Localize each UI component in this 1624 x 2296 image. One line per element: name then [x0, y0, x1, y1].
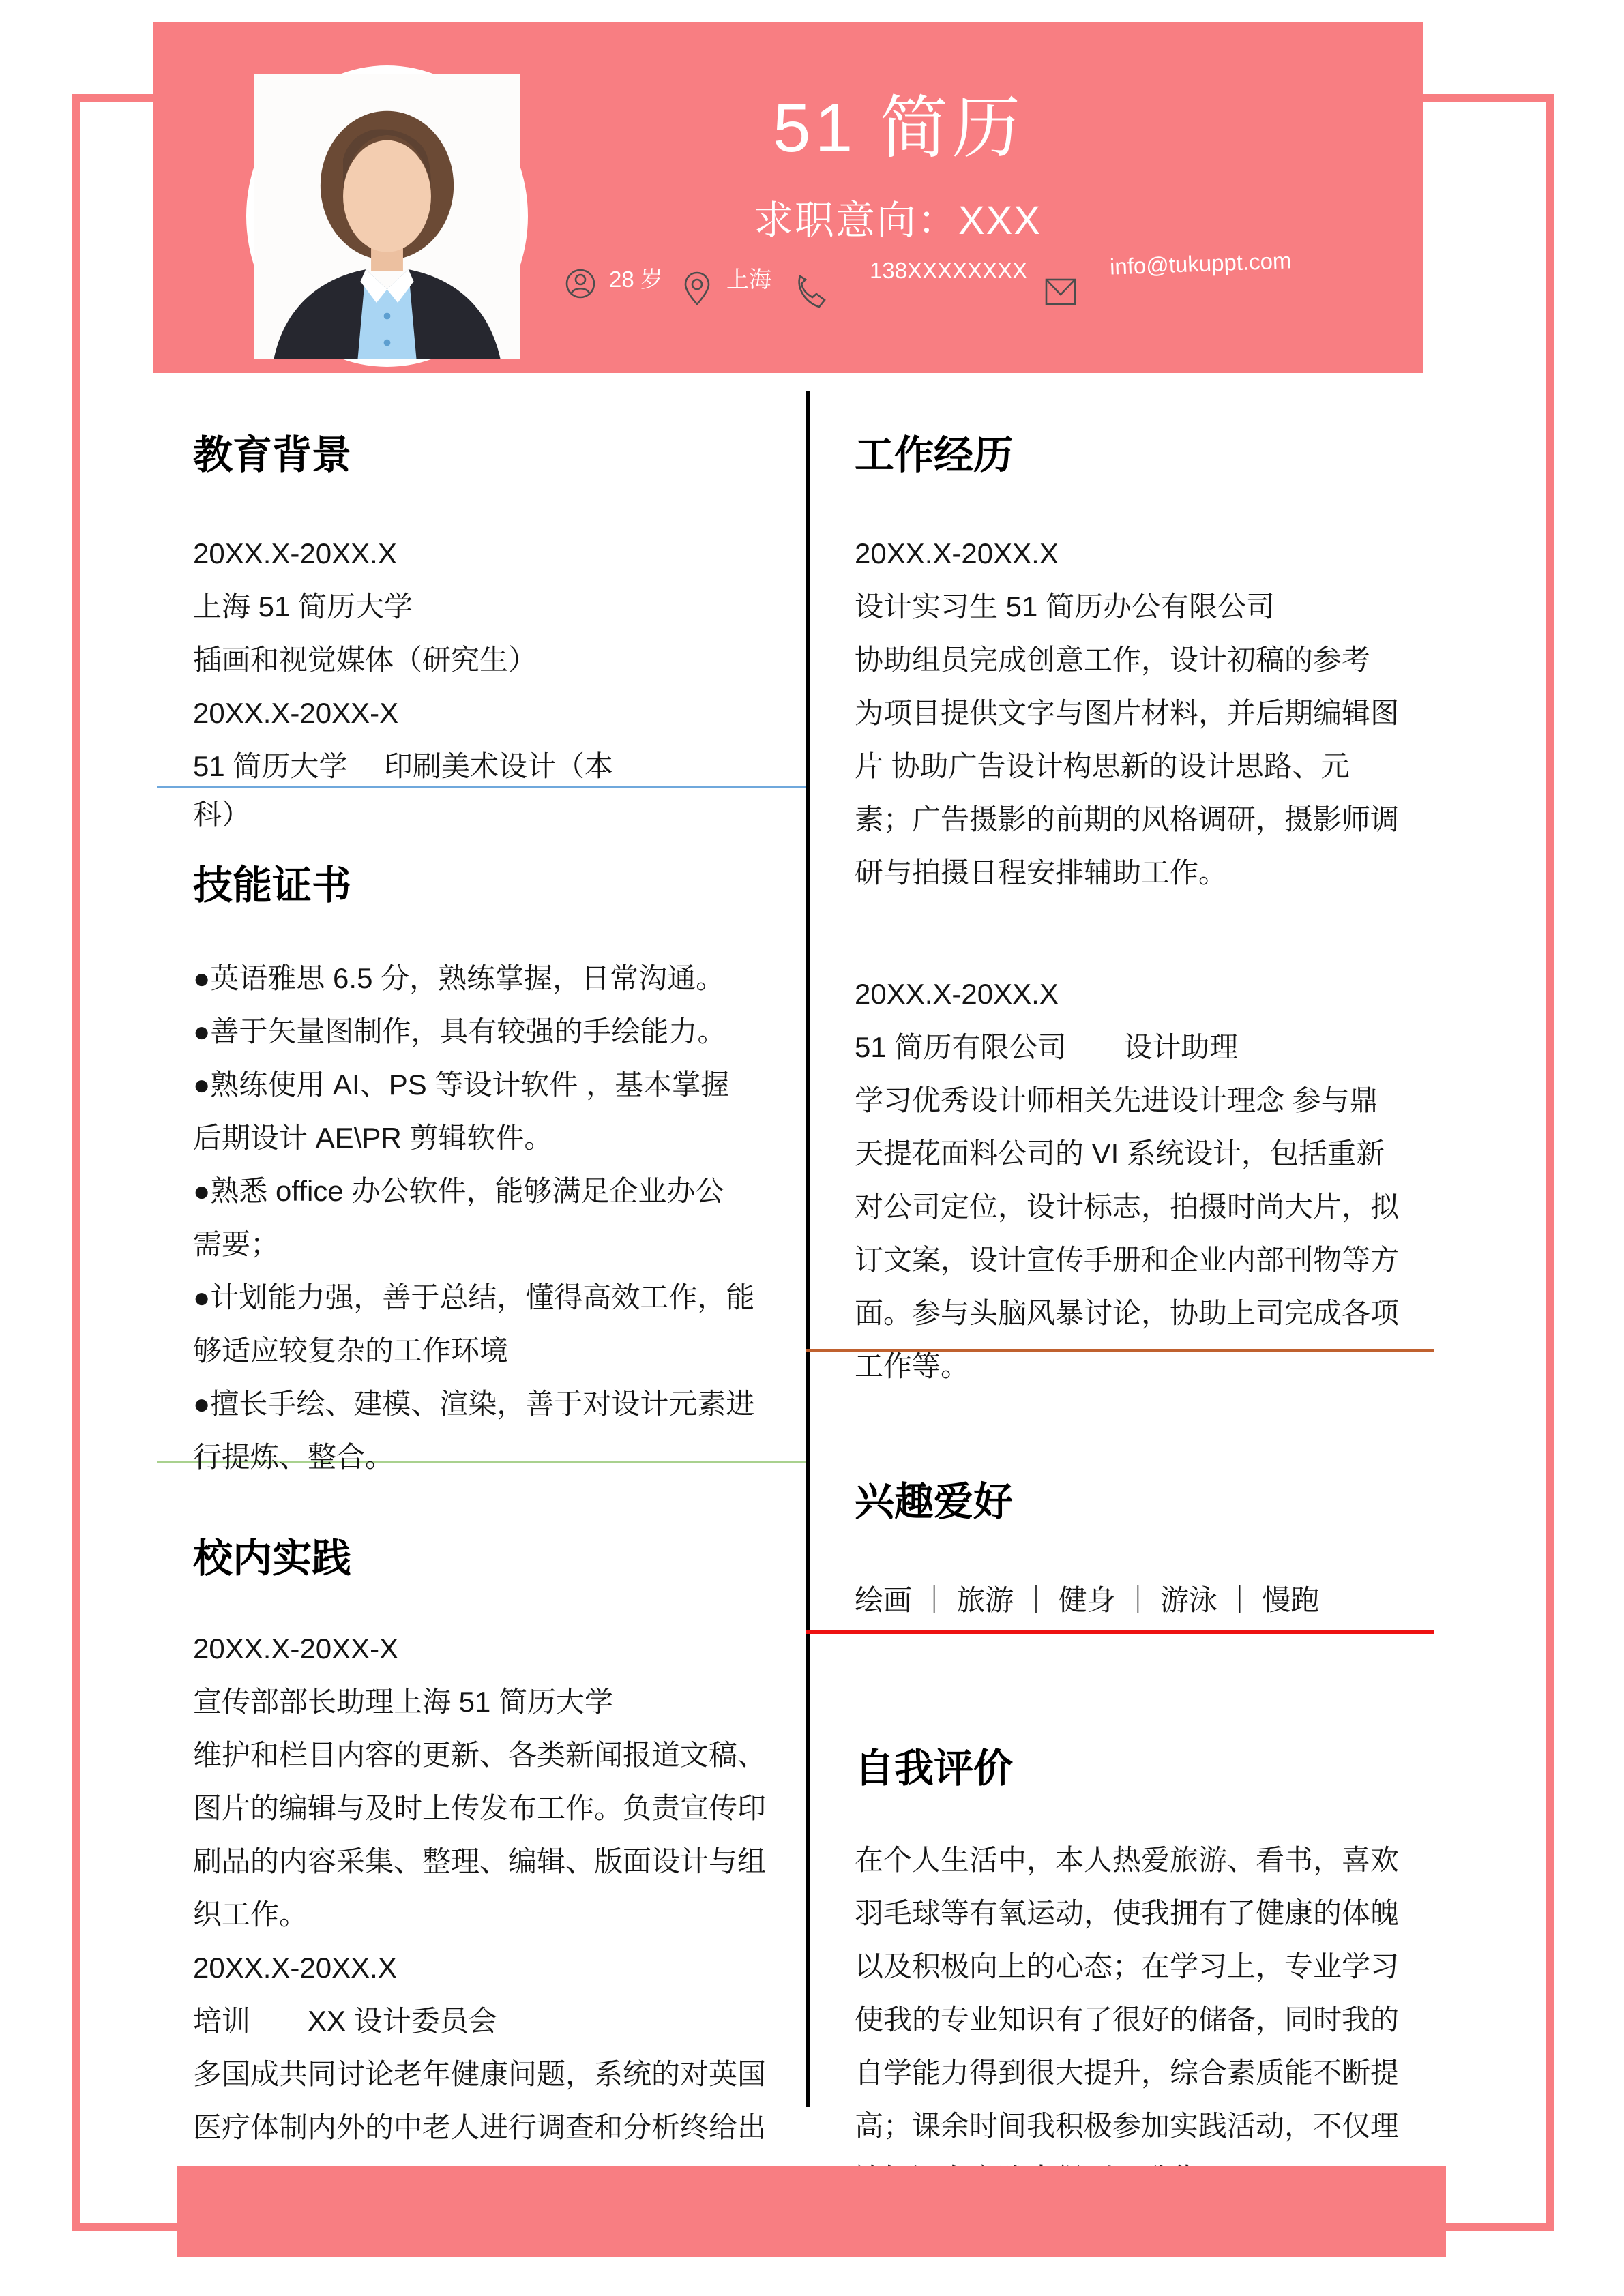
work-line: 订文案，设计宣传手册和企业内部刊物等方	[855, 1244, 1400, 1276]
education-line: 上海 51 简历大学	[193, 591, 413, 623]
campus-line: 20XX.X-20XX-X	[193, 1632, 399, 1665]
skills-line: ●熟练使用 AI、PS 等设计软件 ，基本掌握	[193, 1069, 730, 1101]
contact-phone: 138XXXXXXXX	[870, 258, 1028, 283]
section-heading-self-evaluation: 自我评价	[855, 1746, 1014, 1791]
self-evaluation-line: 自学能力得到很大提升，综合素质能不断提	[855, 2057, 1400, 2089]
campus-line: 维护和栏目内容的更新、各类新闻报道文稿、	[193, 1739, 767, 1771]
phone-icon	[793, 273, 829, 312]
section-heading-work: 工作经历	[855, 433, 1014, 477]
work-line: 天提花面料公司的 VI 系统设计，包括重新	[855, 1137, 1385, 1169]
job-intention: 求职意向：XXX	[754, 198, 1042, 243]
skills-line: ●善于矢量图制作，具有较强的手绘能力。	[193, 1015, 726, 1047]
campus-line: 织工作。	[193, 1898, 308, 1930]
header-banner	[153, 22, 1423, 373]
education-line: 插画和视觉媒体（研究生）	[193, 644, 537, 676]
work-line: 素；广告摄影的前期的风格调研，摄影师调	[855, 803, 1400, 835]
right-column	[855, 408, 1455, 2182]
self-evaluation-line: 羽毛球等有氧运动，使我拥有了健康的体魄	[855, 1897, 1400, 1929]
campus-line: 20XX.X-20XX.X	[193, 1952, 397, 1984]
work-line: 协助组员完成创意工作，设计初稿的参考	[855, 644, 1371, 676]
skills-line: ●英语雅思 6.5 分，熟练掌握，日常沟通。	[193, 962, 725, 994]
skills-line: 行提炼、整合。	[193, 1441, 394, 1473]
skills-line: 后期设计 AE\PR 剪辑软件。	[193, 1122, 553, 1154]
contact-age: 28 岁	[609, 267, 663, 292]
work-line: 面。参与头脑风暴讨论，协助上司完成各项	[855, 1297, 1400, 1329]
left-column	[193, 408, 810, 2165]
skills-line: 需要；	[193, 1228, 280, 1260]
hobbies-line: 绘画 ｜ 旅游 ｜ 健身 ｜ 游泳 ｜ 慢跑	[855, 1584, 1320, 1616]
skills-line: 够适应较复杂的工作环境	[193, 1335, 509, 1367]
section-heading-hobbies: 兴趣爱好	[855, 1480, 1014, 1524]
skills-line: ●计划能力强，善于总结，懂得高效工作，能	[193, 1281, 755, 1313]
person-icon	[563, 265, 598, 304]
education-line: 20XX.X-20XX.X	[193, 537, 397, 569]
section-heading-skills: 技能证书	[193, 863, 352, 908]
work-line: 工作等。	[855, 1350, 970, 1382]
footer-band	[177, 2166, 1446, 2257]
work-line: 研与拍摄日程安排辅助工作。	[855, 856, 1228, 889]
email-icon	[1044, 275, 1078, 308]
campus-line: 医疗体制内外的中老人进行调查和分析终给出	[193, 2111, 767, 2143]
campus-line: 图片的编辑与及时上传发布工作。负责宣传印	[193, 1792, 767, 1824]
education-overflow-line: 科）	[193, 799, 251, 831]
portrait-illustration	[254, 74, 520, 359]
resume-title: 51 简历	[773, 90, 1025, 166]
section-heading-education: 教育背景	[193, 433, 352, 477]
self-evaluation-line: 以及积极向上的心态；在学习上，专业学习	[855, 1950, 1400, 1982]
contact-city: 上海	[726, 267, 771, 292]
work-line: 片 协助广告设计构思新的设计思路、元	[855, 750, 1350, 782]
self-evaluation-line: 高；课余时间我积极参加实践活动，不仅理	[855, 2110, 1400, 2142]
skills-line: ●熟悉 office 办公软件，能够满足企业办公	[193, 1175, 724, 1207]
work-line: 对公司定位，设计标志，拍摄时尚大片，拟	[855, 1191, 1400, 1223]
work-entry-gap	[855, 899, 1455, 968]
profile-photo	[246, 65, 528, 367]
campus-line: 刷品的内容采集、整理、编辑、版面设计与组	[193, 1845, 767, 1877]
section-heading-campus: 校内实践	[193, 1536, 352, 1581]
education-line: 20XX.X-20XX-X	[193, 697, 399, 729]
location-icon	[682, 269, 712, 308]
work-line: 学习优秀设计师相关先进设计理念 参与鼎	[855, 1084, 1378, 1116]
self-evaluation-line: 使我的专业知识有了很好的储备，同时我的	[855, 2003, 1400, 2036]
education-line: 51 简历大学 印刷美术设计（本	[193, 750, 614, 782]
skills-line: ●擅长手绘、建模、渲染，善于对设计元素进	[193, 1388, 755, 1420]
work-line: 20XX.X-20XX.X	[855, 537, 1059, 569]
work-line: 为项目提供文字与图片材料，并后期编辑图	[855, 697, 1400, 729]
work-line: 20XX.X-20XX.X	[855, 978, 1059, 1010]
self-evaluation-line: 在个人生活中，本人热爱旅游、看书，喜欢	[855, 1844, 1400, 1876]
work-line: 51 简历有限公司 设计助理	[855, 1031, 1239, 1063]
campus-line: 培训 XX 设计委员会	[193, 2005, 497, 2037]
work-line: 设计实习生 51 简历办公有限公司	[855, 591, 1275, 623]
campus-line: 宣传部部长助理上海 51 简历大学	[193, 1686, 614, 1718]
campus-line: 多国成共同讨论老年健康问题，系统的对英国	[193, 2058, 767, 2090]
contact-email: info@tukuppt.com	[1109, 248, 1293, 280]
